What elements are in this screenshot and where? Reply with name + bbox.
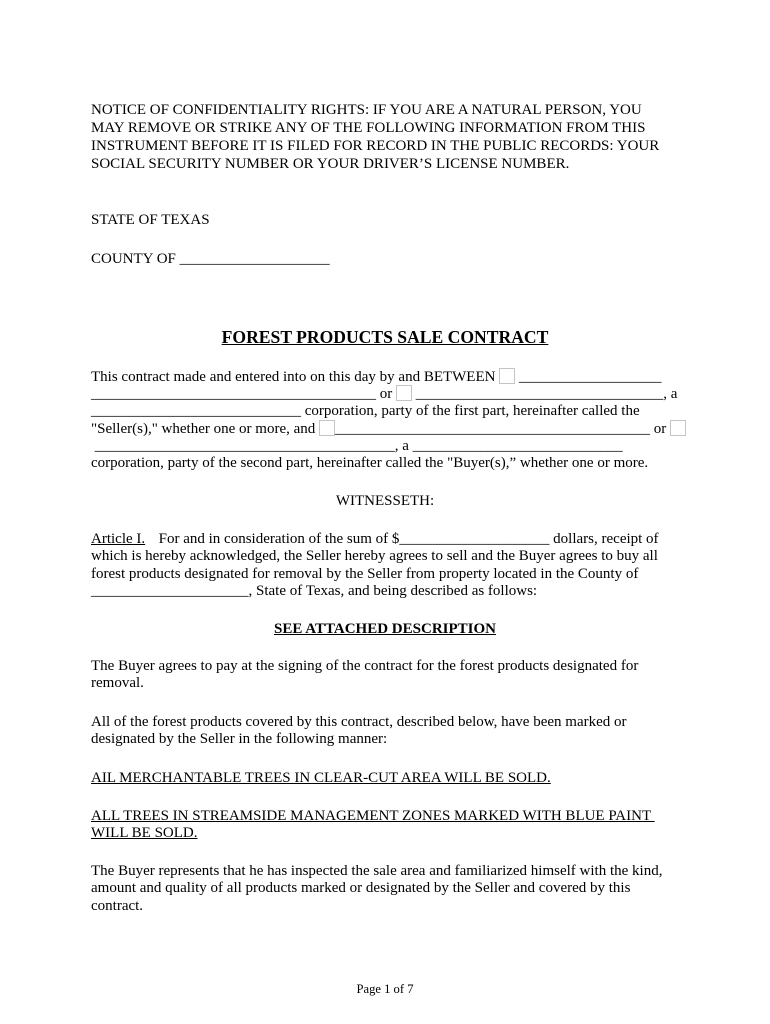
parties-line: ________________________________________, a ____________________________	[91, 437, 623, 454]
paragraph-line: amount and quality of all products marked or designated by the Seller and covered by this	[91, 880, 631, 897]
seller-individual-checkbox[interactable]	[499, 368, 515, 384]
seller-name-blank: ___________________	[515, 369, 662, 385]
paragraph-line: All of the forest products covered by this contract, described below, have been marked or	[91, 714, 627, 730]
marking-paragraph	[91, 714, 679, 749]
clause-line	[91, 770, 679, 787]
parties-line: corporation, party of the second part, hereinafter called the "Buyer(s),” whether one or more.	[91, 454, 649, 471]
buyer-corporation-checkbox[interactable]	[670, 420, 686, 436]
article-1-paragraph	[91, 531, 679, 601]
parties-line: ____________________________ corporation, party of the first part, hereinafter called the	[91, 402, 640, 419]
county-line	[91, 251, 679, 268]
parties-text: "Seller(s)," whether one or more, and	[91, 421, 320, 438]
paragraph-line: The Buyer represents that he has inspected the sale area and familiarized himself with the kind,	[91, 863, 663, 879]
county-heading	[91, 251, 679, 268]
see-attached-heading	[91, 621, 679, 638]
parties-line	[91, 385, 679, 402]
article-line	[91, 531, 679, 548]
parties-paragraph	[91, 368, 679, 472]
see-attached-text: SEE ATTACHED DESCRIPTION	[274, 621, 496, 637]
clause-line	[91, 808, 679, 825]
confidentiality-notice	[91, 101, 679, 173]
contract-title	[91, 327, 679, 347]
clause-line	[91, 825, 679, 842]
article-label: Article I.	[91, 531, 146, 547]
inspection-paragraph	[91, 863, 679, 915]
county-blank: ____________________	[179, 251, 330, 267]
state-text: STATE OF TEXAS	[91, 212, 210, 228]
parties-text: This contract made and entered into on this day by and BETWEEN	[91, 369, 500, 385]
payment-paragraph	[91, 658, 679, 693]
paragraph-line: designated by the Seller in the following manner:	[91, 731, 388, 748]
page-title: FOREST PRODUCTS SALE CONTRACT	[221, 327, 549, 347]
paragraph-line: removal.	[91, 675, 144, 692]
paragraph-line: contract.	[91, 897, 144, 914]
article-line: which is hereby acknowledged, the Seller hereby agrees to sell and the Buyer agrees to buy all	[91, 548, 658, 565]
witnesseth-text: WITNESSETH:	[335, 493, 435, 509]
article-text: For and in consideration of the sum of $____________________ dollars, receipt of	[158, 531, 659, 547]
notice-line: MAY REMOVE OR STRIKE ANY OF THE FOLLOWING INFORMATION FROM THIS	[91, 120, 646, 136]
clear-cut-text: AIL MERCHANTABLE TREES IN CLEAR-CUT AREA WILL BE SOLD.	[91, 770, 551, 786]
parties-text: ______________________________________ or	[91, 386, 396, 403]
buyer-name-blank: __________________________________________ or	[335, 421, 671, 438]
seller-corporation-checkbox[interactable]	[396, 385, 412, 401]
county-label: COUNTY OF	[91, 251, 180, 267]
article-line: _____________________, State of Texas, and being described as follows:	[91, 583, 538, 600]
notice-line: INSTRUMENT BEFORE IT IS FILED FOR RECORD IN THE PUBLIC RECORDS: YOUR	[91, 138, 660, 154]
witnesseth-heading	[91, 493, 679, 510]
clear-cut-clause	[91, 770, 679, 787]
parties-line	[91, 368, 679, 385]
streamside-clause	[91, 808, 679, 843]
article-line: forest products designated for removal by the Seller from property located in the County of	[91, 565, 639, 582]
paragraph-line: The Buyer agrees to pay at the signing of the contract for the forest products designated for	[91, 658, 639, 674]
streamside-text: ALL TREES IN STREAMSIDE MANAGEMENT ZONES MARKED WITH BLUE PAINT	[91, 808, 655, 824]
streamside-text: WILL BE SOLD.	[91, 825, 198, 842]
page-number: Page 1 of 7	[356, 982, 414, 996]
seller-corporation-blank: _________________________________, a	[412, 386, 678, 403]
state-heading	[91, 212, 679, 229]
notice-line: SOCIAL SECURITY NUMBER OR YOUR DRIVER’S LICENSE NUMBER.	[91, 156, 570, 172]
parties-line	[91, 420, 679, 437]
buyer-individual-checkbox[interactable]	[319, 420, 335, 436]
notice-line: NOTICE OF CONFIDENTIALITY RIGHTS: IF YOU ARE A NATURAL PERSON, YOU	[91, 102, 642, 118]
